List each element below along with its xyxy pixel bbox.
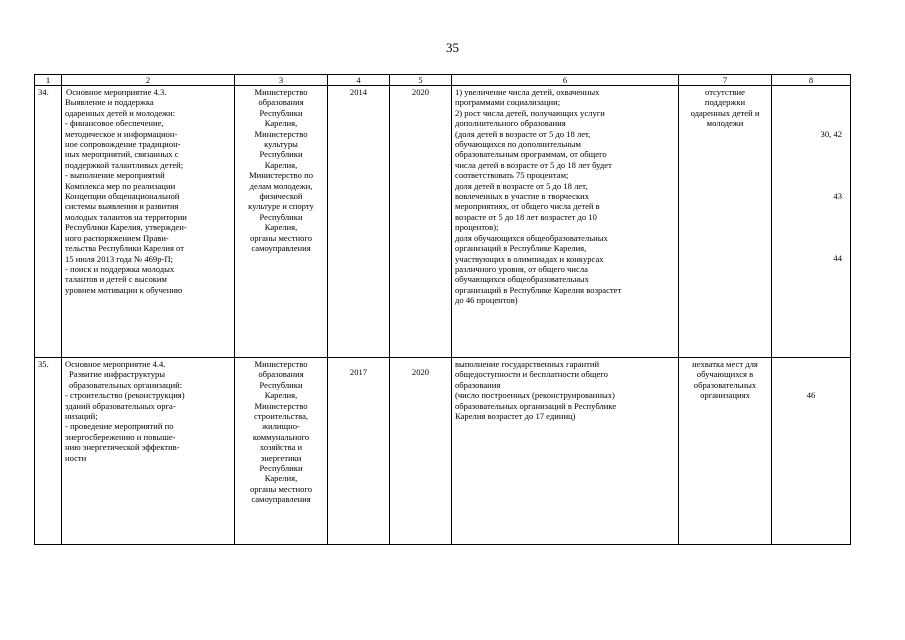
executor-line: образования [258, 369, 304, 380]
table-row [35, 358, 851, 545]
column-header: 6 [452, 75, 679, 86]
column-number-row [35, 75, 851, 86]
executor-line: Карелия, [264, 390, 298, 401]
result-line: дополнительного образования [455, 118, 566, 129]
table-row [35, 86, 851, 358]
event-line: ности [65, 452, 87, 463]
column-header: 4 [328, 75, 390, 86]
result-line: различного уровня, от общего числа [455, 263, 588, 274]
event-line: талантов и детей с высоким [65, 274, 167, 285]
event-line: - поиск и поддержка молодых [65, 263, 175, 274]
result-line: возрасте от 5 до 18 лет возрастет до 10 [455, 211, 597, 222]
event-line: молодых талантов на территории [65, 211, 187, 222]
results-cell [452, 86, 679, 358]
column-header: 7 [679, 75, 772, 86]
event-line: ных мероприятий, связанных с [65, 149, 179, 160]
event-line: системы выявления и развития [65, 201, 179, 212]
executor-line: жилищно- [262, 421, 300, 432]
result-line: обучающихся по дополнительным [455, 139, 581, 150]
result-line: (доля детей в возрасте от 5 до 18 лет, [455, 128, 591, 139]
event-line: низаций; [65, 411, 98, 422]
result-line: организаций в Республике Карелия возрастет [455, 284, 622, 295]
event-line: ное сопровождение традицион- [65, 139, 181, 150]
consequences-cell [679, 358, 772, 545]
executor-line: коммунального [252, 431, 310, 442]
result-line: доля обучающихся общеобразовательных [455, 232, 608, 243]
executor-line: Карелия, [264, 159, 298, 170]
row-number: 34. [35, 86, 62, 358]
column-header: 5 [390, 75, 452, 86]
event-line: - проведение мероприятий по [65, 421, 174, 432]
indicator-value: 30, 42 [820, 128, 842, 139]
executor-line: Карелия, [264, 473, 298, 484]
executor-line: Министерство [254, 128, 308, 139]
result-line: образовательным программам, от общего [455, 149, 607, 160]
event-line: - финансовое обеспечение, [65, 118, 164, 129]
column-header: 2 [62, 75, 235, 86]
consequence-line: нехватка мест для [692, 359, 758, 369]
executor-line: Министерство [254, 359, 308, 369]
executor-line: самоуправления [251, 243, 311, 254]
event-line: поддержкой талантливых детей; [65, 159, 184, 170]
executor-line: культуры [264, 139, 298, 150]
result-line: вовлеченных в участие в творческих [455, 191, 590, 202]
start-year: 2017 [328, 358, 390, 545]
result-line: выполнение государственных гарантий [455, 359, 600, 369]
column-header: 1 [35, 75, 62, 86]
results-cell [452, 358, 679, 545]
indicator-value: 44 [833, 253, 842, 264]
consequence-line: обучающихся в [696, 369, 754, 380]
executor-line: Республики [259, 107, 303, 118]
event-line: методическое и информацион- [65, 128, 178, 139]
event-line: энергосбережению и повыше- [65, 431, 176, 442]
executor-line: культуре и спорту [248, 201, 314, 212]
executor-line: энергетики [260, 452, 302, 463]
result-line: образования [455, 379, 501, 390]
event-line: Основное мероприятие 4.3. [66, 87, 167, 97]
executor-line: Министерство [254, 87, 308, 97]
result-line: соответствовать 75 процентам; [455, 170, 569, 181]
event-cell [62, 358, 235, 545]
event-line: одаренных детей и молодежи: [65, 107, 176, 118]
indicators-cell [772, 358, 851, 545]
result-line: программами социализации; [455, 97, 561, 108]
executor-line: Карелия, [264, 222, 298, 233]
result-line: общедоступности и бесплатности общего [455, 369, 608, 380]
event-line: Основное мероприятие 4.4. [65, 359, 166, 369]
result-line: (число построенных (реконструированных) [455, 390, 615, 401]
result-line: до 46 процентов) [455, 295, 518, 306]
result-line: участвующих в олимпиадах и конкурсах [455, 253, 604, 264]
program-table [34, 74, 851, 545]
event-line: тельства Республики Карелия от [65, 243, 184, 254]
event-line: - строительство (реконструкция) [65, 390, 185, 401]
result-line: числа детей в возрасте от 5 до 18 лет будет [455, 159, 612, 170]
consequence-line: одаренных детей и [690, 107, 760, 118]
executor-cell [235, 86, 328, 358]
result-line: 2) рост числа детей, получающих услуги [455, 107, 605, 118]
executor-line: Республики [259, 211, 303, 222]
event-line: - выполнение мероприятий [65, 170, 165, 181]
executor-line: образования [258, 97, 304, 108]
executor-line: строительства, [253, 411, 309, 422]
indicator-value: 46 [806, 390, 816, 401]
consequence-line: образовательных [693, 379, 757, 390]
executor-line: Республики [259, 463, 303, 474]
end-year: 2020 [390, 358, 452, 545]
executor-line: самоуправления [251, 494, 311, 505]
executor-cell [235, 358, 328, 545]
result-line: организаций в Республике Карелия, [455, 243, 587, 254]
executor-line: Министерство [254, 400, 308, 411]
indicator-value: 43 [833, 190, 842, 201]
event-line: Комплекса мер по реализации [65, 180, 176, 191]
result-line: процентов); [455, 222, 499, 233]
result-line: мероприятиях, от общего числа детей в [455, 201, 600, 212]
result-line: доля детей в возрасте от 5 до 18 лет, [455, 180, 588, 191]
indicators-cell [772, 86, 851, 358]
executor-line: хозяйства и [259, 442, 303, 453]
executor-line: Республики [259, 149, 303, 160]
executor-line: Республики [259, 379, 303, 390]
page-number: 35 [446, 40, 459, 55]
column-header: 3 [235, 75, 328, 86]
row-number: 35. [35, 358, 62, 545]
result-line: образовательных организаций в Республике [455, 400, 617, 411]
event-line: нию энергетической эффектив- [65, 442, 180, 453]
start-year: 2014 [328, 86, 390, 358]
consequence-line: отсутствие [705, 87, 745, 97]
event-line: зданий образовательных орга- [65, 400, 176, 411]
consequence-line: поддержки [704, 97, 746, 108]
executor-line: Министерство по [248, 170, 314, 181]
event-cell [62, 86, 235, 358]
consequences-cell [679, 86, 772, 358]
executor-line: органы местного [250, 232, 312, 243]
event-line: 15 июля 2013 года № 469р-П; [65, 253, 173, 264]
column-header: 8 [772, 75, 851, 86]
event-line: ного распоряжением Прави- [65, 232, 169, 243]
event-line: уровнем мотивации к обучению [65, 284, 183, 295]
event-line: Выявление и поддержка [65, 97, 154, 108]
consequence-line: молодежи [706, 118, 744, 129]
result-line: обучающихся общеобразовательных [455, 274, 589, 285]
event-line: Развитие инфраструктуры [69, 369, 166, 380]
executor-line: Карелия, [264, 118, 298, 129]
executor-line: делам молодежи, [249, 180, 313, 191]
event-line: Республики Карелия, утвержден- [65, 222, 187, 233]
result-line: Карелия возрастет до 17 единиц) [455, 411, 576, 422]
event-line: Концепции общенациональной [65, 191, 180, 202]
result-line: 1) увеличение числа детей, охваченных [455, 87, 600, 97]
end-year: 2020 [390, 86, 452, 358]
event-line: образовательных организаций: [69, 379, 183, 390]
executor-line: органы местного [250, 483, 312, 494]
executor-line: физической [259, 191, 303, 202]
consequence-line: организациях [700, 390, 750, 401]
